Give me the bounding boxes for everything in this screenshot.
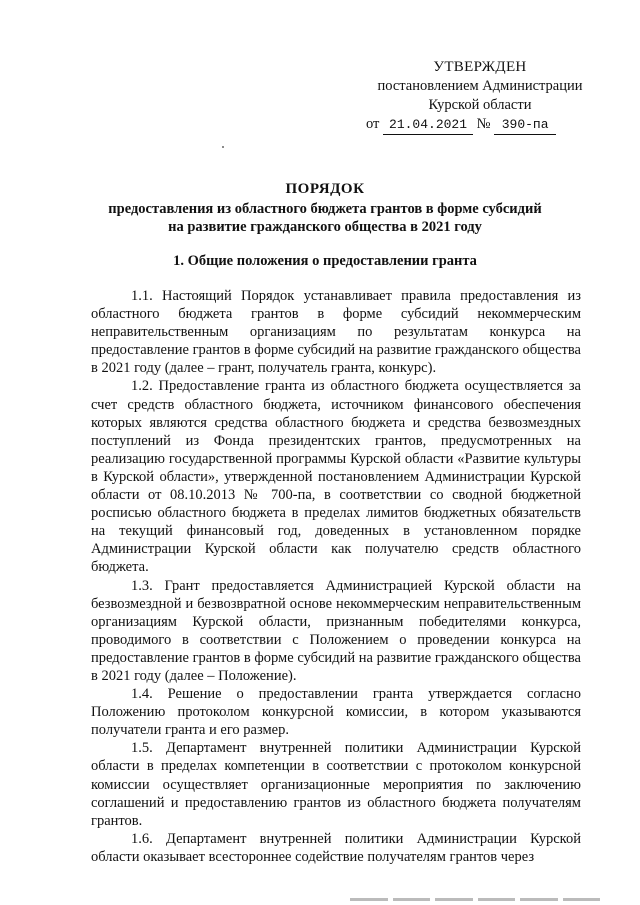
scan-artifact — [393, 898, 431, 901]
paragraph-1-2: 1.2. Предоставление гранта из областного бюджета осуществляется за счет средств областного бюджета, источником финансового обеспечения которых являются средства областного бюджета и средства безвозмездных поступлений из Фонда президентских грантов, предусмотренных на реализацию государственной программы Курской области «Развитие культуры в Курской области», утвержденной постановлением Администрации Курской области от 08.10.2013 № 700-па, в соответствии со сводной бюджетной росписью областного бюджета в пределах лимитов бюджетных обязательств на текущий финансовый год, доведенных в установленном порядке Администрации Курской области как получателю средств областного бюджета. — [91, 378, 581, 576]
approval-line-1: постановлением Администрации — [377, 78, 583, 94]
paragraph-1-6: 1.6. Департамент внутренней политики Администрации Курской области оказывает всестороннее содействие получателям грантов через — [91, 830, 581, 865]
scan-artifact — [350, 898, 388, 901]
scan-speck — [222, 146, 224, 148]
scan-artifact — [478, 898, 516, 901]
scan-artifact — [520, 898, 558, 901]
paragraph-1-3: 1.3. Грант предоставляется Администрацией Курской области на безвозмездной и безвозвратной основе некоммерческим неправительственным организациям Курской области, признанным победителями конкурса, проводимого в соответствии с Положением о проведении конкурса на предоставление грантов в форме субсидий на развитие гражданского общества в 2021 году (далее – Положение). — [91, 577, 581, 684]
approval-line-2: Курской области — [428, 97, 532, 113]
approval-block — [360, 58, 600, 135]
document-subtitle-line-2: на развитие гражданского общества в 2021 году — [168, 219, 482, 235]
document-subtitle-line-1: предоставления из областного бюджета грантов в форме субсидий — [108, 201, 542, 217]
approval-stamp: УТВЕРЖДЕН — [433, 59, 527, 75]
approval-number: 390-па — [494, 115, 556, 135]
document-title: ПОРЯДОК — [285, 181, 365, 197]
scan-artifact — [435, 898, 473, 901]
approval-date: 21.04.2021 — [383, 115, 473, 135]
paragraph-1-1: 1.1. Настоящий Порядок устанавливает правила предоставления из областного бюджета грантов в форме субсидий некоммерческим неправительственным организациям по результатам конкурса на предоставление грантов в форме субсидий на развитие гражданского общества в 2021 году (далее – грант, получатель гранта, конкурс). — [91, 288, 581, 377]
date-prefix: от — [366, 116, 380, 132]
section-body — [91, 287, 581, 866]
number-prefix: № — [476, 116, 491, 132]
paragraph-1-4: 1.4. Решение о предоставлении гранта утверждается согласно Положению протоколом конкурсной комиссии, в котором указываются получатели гранта и его размер. — [91, 686, 581, 739]
paragraph-1-5: 1.5. Департамент внутренней политики Администрации Курской области в пределах компетенции в соответствии с протоколом конкурсной комиссии осуществляет организационные мероприятия по заключению соглашений и предоставлению грантов из областного бюджета получателям грантов. — [91, 740, 581, 829]
approval-date-number — [360, 115, 600, 135]
scan-artifact-strip — [350, 896, 600, 902]
scan-artifact — [563, 898, 601, 901]
section-heading: 1. Общие положения о предоставлении гранта — [173, 253, 477, 269]
